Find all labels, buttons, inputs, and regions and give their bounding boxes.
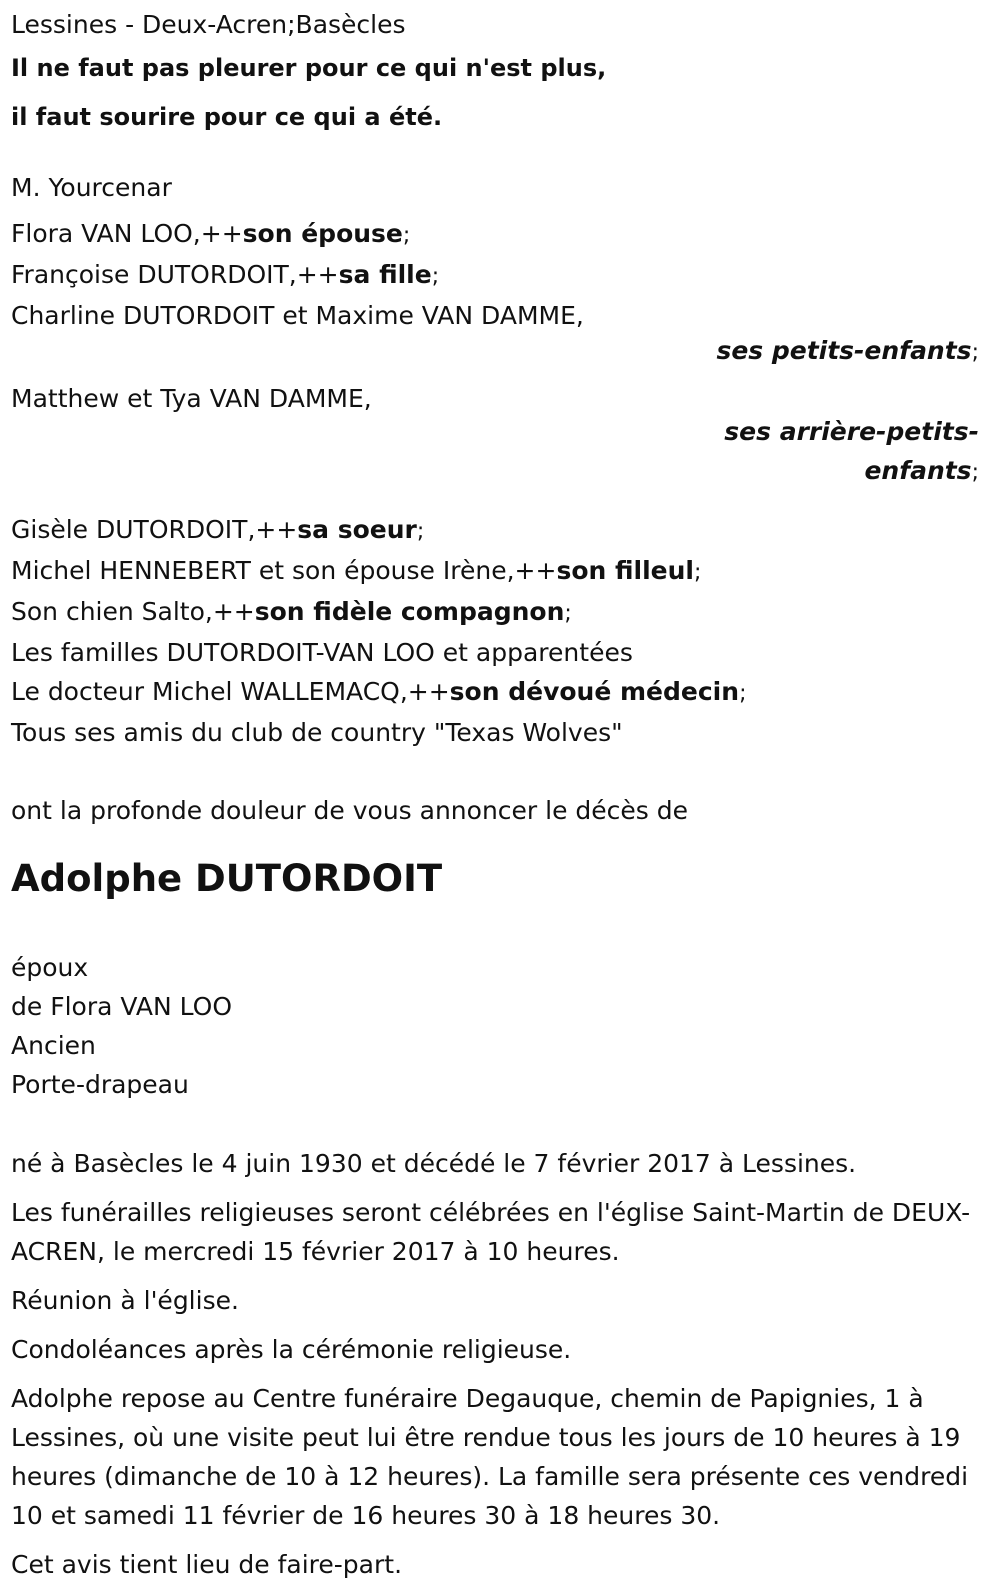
deceased-name: Adolphe DUTORDOIT	[11, 857, 443, 900]
family-member: Gisèle DUTORDOIT,++sa soeur;	[11, 515, 425, 544]
deceased-details	[11, 948, 979, 1104]
quote-line-1: Il ne faut pas pleurer pour ce qui n'est plus,	[11, 54, 607, 82]
family-relation-right: ses arrière-petits-enfants;	[724, 417, 979, 485]
family-relation-right: ses petits-enfants;	[716, 336, 979, 365]
obituary-notice	[11, 5, 979, 1594]
birth-death-line: né à Basècles le 4 juin 1930 et décédé le 7 février 2017 à Lessines.	[11, 1149, 857, 1178]
funeral-info: Les funérailles religieuses seront célébrées en l'église Saint-Martin de DEUX-ACREN, le mercredi 15 février 2017 à 10 heures.	[11, 1198, 971, 1266]
family-member: Charline DUTORDOIT et Maxime VAN DAMME,	[11, 301, 584, 330]
family-member: Matthew et Tya VAN DAMME,	[11, 384, 372, 413]
meeting-info: Réunion à l'église.	[11, 1286, 239, 1315]
family-member: Michel HENNEBERT et son épouse Irène,++son filleul;	[11, 556, 702, 585]
family-member: Françoise DUTORDOIT,++sa fille;	[11, 260, 440, 289]
family-member: Tous ses amis du club de country "Texas Wolves"	[11, 718, 623, 747]
detail-line: époux	[11, 953, 89, 982]
condolences-info: Condoléances après la cérémonie religieuse.	[11, 1335, 572, 1364]
location-header: Lessines - Deux-Acren;Basècles	[11, 10, 406, 39]
family-member: Les familles DUTORDOIT-VAN LOO et apparentées	[11, 638, 633, 667]
family-member: Le docteur Michel WALLEMACQ,++son dévoué médecin;	[11, 677, 747, 706]
quote-author: M. Yourcenar	[11, 173, 172, 202]
notice-body	[11, 1144, 979, 1584]
closing-line: Cet avis tient lieu de faire-part.	[11, 1550, 403, 1579]
announcement-text: ont la profonde douleur de vous annoncer le décès de	[11, 796, 689, 825]
detail-line: de Flora VAN LOO	[11, 992, 233, 1021]
detail-line: Ancien	[11, 1031, 96, 1060]
family-member: Flora VAN LOO,++son épouse;	[11, 219, 411, 248]
visit-info: Adolphe repose au Centre funéraire Degauque, chemin de Papignies, 1 à Lessines, où une visite peut lui être rendue tous les jours de 10 heures à 19 heures (dimanche de 10 à 12 heures). La famille sera présente ces vendredi 10 et samedi 11 février de 16 heures 30 à 18 heures 30.	[11, 1384, 969, 1530]
family-member: Son chien Salto,++son fidèle compagnon;	[11, 597, 572, 626]
family-list	[11, 214, 979, 752]
detail-line: Porte-drapeau	[11, 1070, 189, 1099]
quote-line-2: il faut sourire pour ce qui a été.	[11, 103, 443, 131]
